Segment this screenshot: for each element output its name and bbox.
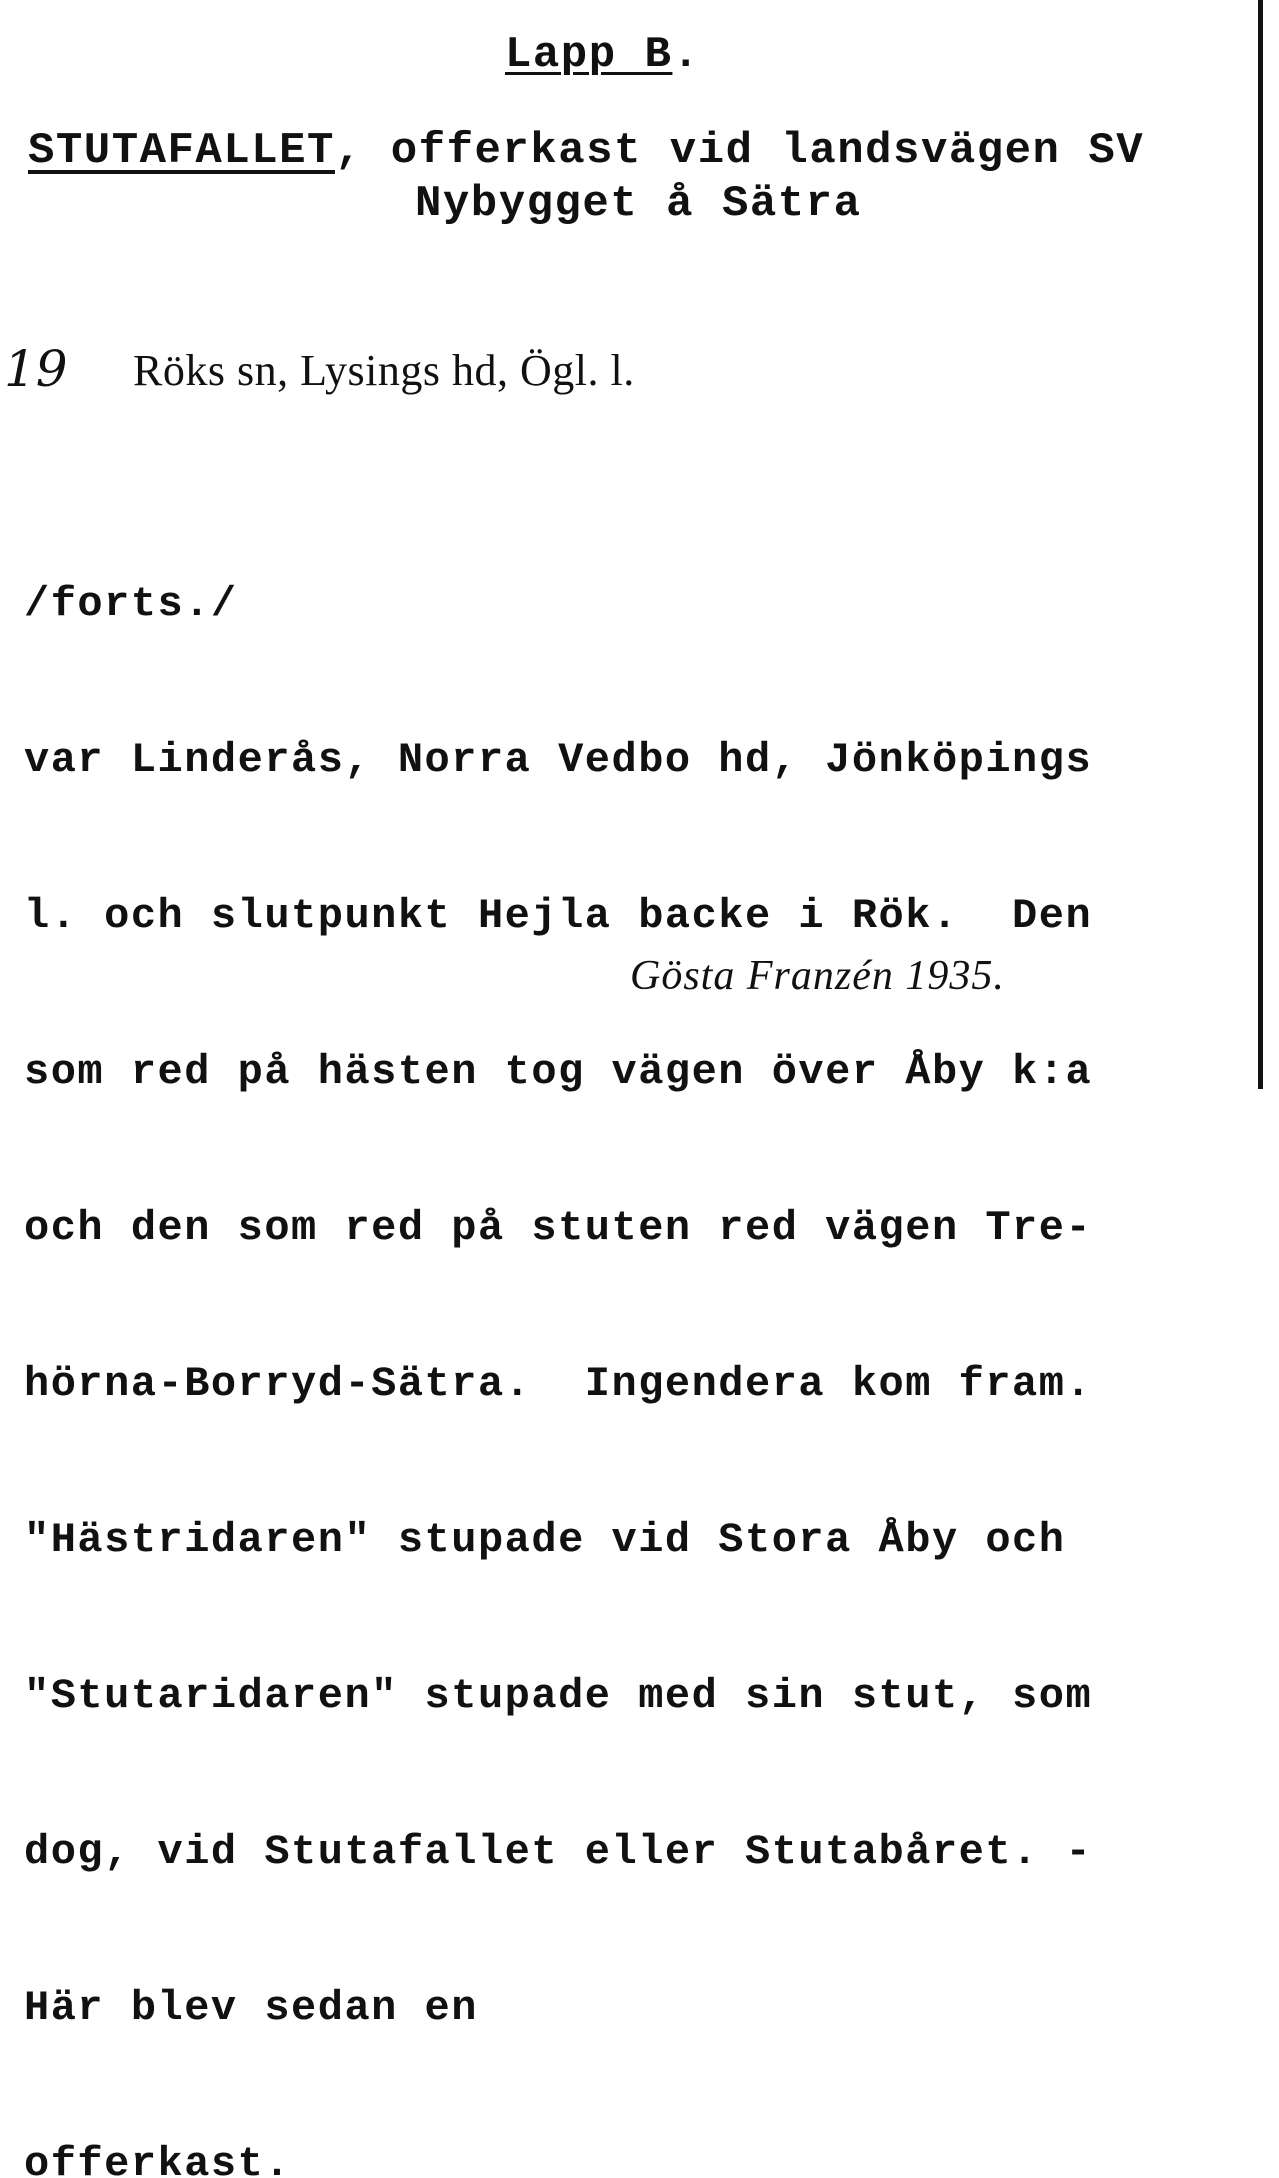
body-line: som red på hästen tog vägen över Åby k:a (24, 1048, 1093, 1096)
body-line: "Hästridaren" stupade vid Stora Åby och (24, 1516, 1066, 1564)
body-line: "Stutaridaren" stupade med sin stut, som (24, 1672, 1093, 1720)
body-line: offerkast. (24, 2140, 292, 2178)
signature: Gösta Franzén 1935. (630, 953, 1005, 999)
heading-rest-line1: , offerkast vid landsvägen SV (334, 126, 1145, 176)
body-line: l. och slutpunkt Hejla backe i Rök. Den (24, 892, 1093, 940)
handwritten-number: 19 (4, 340, 68, 398)
card-edge-line (1258, 0, 1263, 1089)
body-line: och den som red på stuten red vägen Tre- (24, 1204, 1093, 1252)
card-title-dot: . (672, 30, 701, 80)
heading-line2: Nybygget å Sätra (415, 179, 862, 229)
body-line: var Linderås, Norra Vedbo hd, Jönköpings (24, 736, 1093, 784)
body-line: Här blev sedan en (24, 1984, 478, 2032)
heading-name: STUTAFALLET (28, 126, 335, 176)
card-title-main: Lapp B (505, 30, 673, 80)
card-heading (28, 125, 1144, 231)
card-title (505, 30, 700, 80)
body-line: /forts./ (24, 580, 238, 628)
body-line: hörna-Borryd-Sätra. Ingendera kom fram. (24, 1360, 1093, 1408)
body-text (24, 474, 1092, 2178)
location-line: Röks sn, Lysings hd, Ögl. l. (133, 346, 635, 395)
body-line: dog, vid Stutafallet eller Stutabåret. - (24, 1828, 1093, 1876)
